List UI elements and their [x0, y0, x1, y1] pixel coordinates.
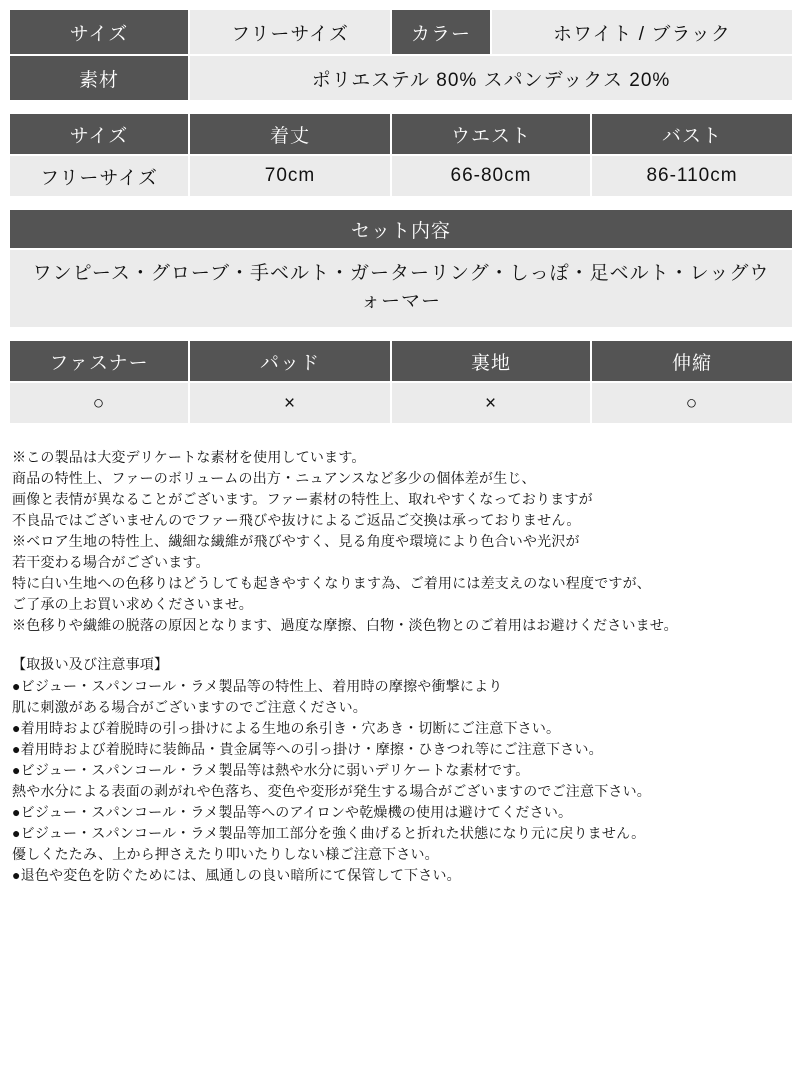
feature-table [8, 339, 794, 425]
basic-spec-table [8, 8, 794, 102]
table-row [9, 209, 793, 249]
material-note-line: 若干変わる場合がございます。 [12, 554, 210, 571]
measurement-table [8, 112, 794, 198]
care-note-line: ●ビジュー・スパンコール・ラメ製品等加工部分を強く曲げると折れた状態になり元に戻りません。 [12, 825, 646, 842]
care-note-line: ●ビジュー・スパンコール・ラメ製品等の特性上、着用時の摩擦や衝撃により [12, 678, 503, 695]
material-value: ポリエステル 80% スパンデックス 20% [189, 55, 793, 101]
material-label: 素材 [9, 55, 189, 101]
care-notes [12, 654, 788, 886]
feature-header-zipper: ファスナー [9, 340, 189, 382]
care-note-line: 熱や水分による表面の剥がれや色落ち、変色や変形が発生する場合がございますのでご注意下さい。 [12, 783, 651, 800]
material-note-line: ※色移りや繊維の脱落の原因となります、過度な摩擦、白物・淡色物とのご着用はお避けくださいませ。 [12, 617, 678, 634]
measurement-header-waist: ウエスト [391, 113, 591, 155]
color-value: ホワイト / ブラック [491, 9, 793, 55]
measurement-value-size: フリーサイズ [9, 155, 189, 197]
care-note-line: ●着用時および着脱時に装飾品・貴金属等への引っ掛け・摩擦・ひきつれ等にご注意下さい。 [12, 741, 603, 758]
set-contents-table [8, 208, 794, 329]
table-row [9, 249, 793, 328]
table-row [9, 155, 793, 197]
measurement-header-bust: バスト [591, 113, 793, 155]
measurement-value-waist: 66-80cm [391, 155, 591, 197]
notes-section [8, 447, 792, 886]
care-note-line: 肌に刺激がある場合がございますのでご注意ください。 [12, 699, 367, 716]
material-note-line: ※この製品は大変デリケートな素材を使用しています。 [12, 449, 366, 466]
set-contents-body: ワンピース・グローブ・手ベルト・ガーターリング・しっぽ・足ベルト・レッグウォーマー [9, 249, 793, 328]
measurement-value-bust: 86-110cm [591, 155, 793, 197]
size-label: サイズ [9, 9, 189, 55]
feature-value-lining: × [391, 382, 591, 424]
care-note-line: ●ビジュー・スパンコール・ラメ製品等は熱や水分に弱いデリケートな素材です。 [12, 762, 530, 779]
measurement-value-length: 70cm [189, 155, 391, 197]
material-note-line: 不良品ではございませんのでファー飛びや抜けによるご返品ご交換は承っておりません。 [12, 512, 581, 529]
table-row [9, 382, 793, 424]
feature-header-stretch: 伸縮 [591, 340, 793, 382]
color-label: カラー [391, 9, 491, 55]
care-note-line: 優しくたたみ、上から押さえたり叩いたりしない様ご注意下さい。 [12, 846, 439, 863]
table-row [9, 55, 793, 101]
material-note-line: 画像と表情が異なることがございます。ファー素材の特性上、取れやすくなっておりますが [12, 491, 593, 508]
size-value: フリーサイズ [189, 9, 391, 55]
material-note-line: ※ベロア生地の特性上、繊細な繊維が飛びやすく、見る角度や環境により色合いや光沢が [12, 533, 580, 550]
feature-header-lining: 裏地 [391, 340, 591, 382]
table-row [9, 9, 793, 55]
material-notes [12, 447, 788, 636]
feature-value-stretch: ○ [591, 382, 793, 424]
care-note-line: ●着用時および着脱時の引っ掛けによる生地の糸引き・穴あき・切断にご注意下さい。 [12, 720, 561, 737]
feature-header-pad: パッド [189, 340, 391, 382]
care-notes-title: 【取扱い及び注意事項】 [12, 656, 169, 673]
care-note-line: ●ビジュー・スパンコール・ラメ製品等へのアイロンや乾燥機の使用は避けてください。 [12, 804, 573, 821]
material-note-line: ご了承の上お買い求めくださいませ。 [12, 596, 253, 613]
table-row [9, 340, 793, 382]
feature-value-pad: × [189, 382, 391, 424]
set-contents-title: セット内容 [9, 209, 793, 249]
material-note-line: 特に白い生地への色移りはどうしても起きやすくなります為、ご着用には差支えのない程度ですが、 [12, 575, 651, 592]
measurement-header-size: サイズ [9, 113, 189, 155]
measurement-header-length: 着丈 [189, 113, 391, 155]
feature-value-zipper: ○ [9, 382, 189, 424]
care-note-line: ●退色や変色を防ぐためには、風通しの良い暗所にて保管して下さい。 [12, 867, 461, 884]
material-note-line: 商品の特性上、ファーのボリュームの出方・ニュアンスなど多少の個体差が生じ、 [12, 470, 536, 487]
table-row [9, 113, 793, 155]
